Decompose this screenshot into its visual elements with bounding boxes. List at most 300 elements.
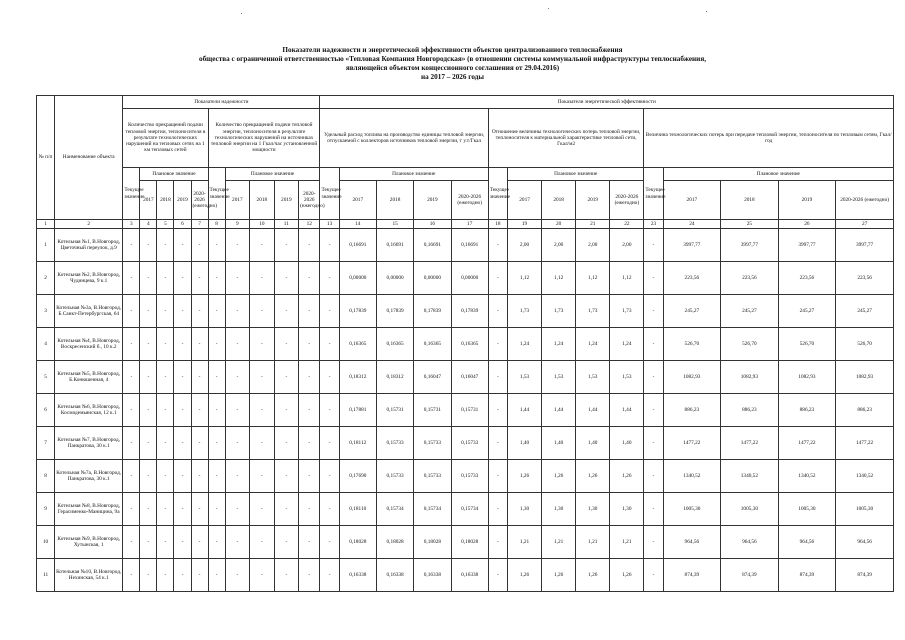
loss-ratio-value: 1,12 <box>542 262 576 295</box>
indicator-header-3: Удельный расход топлива на производство единицы тепловой энергии, отпускаемой с коллекторов источников тепловой энергии, т у.т/Гкал <box>320 109 488 168</box>
fuel-consumption-value: 0,15734 <box>376 493 413 526</box>
column-number: 26 <box>778 220 836 229</box>
table-row <box>37 460 894 493</box>
fuel-consumption-value: 0,18028 <box>376 526 413 559</box>
heat-loss-value: 1005,30 <box>836 493 894 526</box>
column-number: 18 <box>488 220 507 229</box>
reliability-value: - <box>225 328 250 361</box>
heat-loss-value: 964,56 <box>836 526 894 559</box>
reliability-value: - <box>191 229 208 262</box>
column-number: 15 <box>376 220 413 229</box>
fuel-consumption-value: 0,16691 <box>376 229 413 262</box>
loss-ratio-value: 1,12 <box>508 262 542 295</box>
heat-loss-value: 245,27 <box>721 295 779 328</box>
scan-speck <box>241 13 242 14</box>
reliability-value: - <box>191 526 208 559</box>
heat-loss-value: 526,70 <box>836 328 894 361</box>
reliability-value: - <box>157 361 174 394</box>
reliability-value: - <box>208 328 225 361</box>
reliability-value: - <box>174 559 191 592</box>
row-number: 11 <box>37 559 55 592</box>
fuel-consumption-value: 0,16338 <box>451 559 488 592</box>
column-number: 9 <box>225 220 250 229</box>
boiler-name: Котельная №2, В.Новгород, Чудинцева, 9 к.1 <box>55 262 123 295</box>
boiler-name: Котельная №6, В.Новгород, Космодемьянская, 12 к.1 <box>55 394 123 427</box>
reliability-value: - <box>191 361 208 394</box>
reliability-value: - <box>157 229 174 262</box>
heat-loss-value: 3997,77 <box>663 229 721 262</box>
reliability-value: - <box>299 460 320 493</box>
heat-loss-value: 245,27 <box>778 295 836 328</box>
fuel-consumption-value: 0,18312 <box>376 361 413 394</box>
table-row <box>37 262 894 295</box>
fuel-consumption-value: 0,15734 <box>451 493 488 526</box>
reliability-value: - <box>299 361 320 394</box>
boiler-name: Котельная №7, В.Новгород, Панкратова, 30 к.1 <box>55 427 123 460</box>
table-row <box>37 493 894 526</box>
row-number: 2 <box>37 262 55 295</box>
loss-ratio-value: 1,53 <box>508 361 542 394</box>
document-title-line-1: Показатели надежности и энергетической эффективности объектов централизованного теплоснабжения <box>282 46 623 54</box>
column-number: 27 <box>836 220 894 229</box>
reliability-value: - <box>250 328 275 361</box>
heat-loss-value: 245,27 <box>836 295 894 328</box>
heat-loss-value: 1340,52 <box>721 460 779 493</box>
heat-loss-value: 1082,93 <box>663 361 721 394</box>
scan-speck <box>706 11 707 12</box>
loss-ratio-value: 1,12 <box>610 262 644 295</box>
reliability-value: - <box>123 394 140 427</box>
year-header-2019: 2019 <box>778 181 836 220</box>
reliability-value: - <box>208 262 225 295</box>
heat-loss-value: 964,56 <box>663 526 721 559</box>
reliability-value: - <box>225 427 250 460</box>
plan-value-header: Плановое значение <box>140 168 208 181</box>
reliability-value: - <box>123 295 140 328</box>
column-number: 19 <box>508 220 542 229</box>
row-number: 10 <box>37 526 55 559</box>
fuel-consumption-value: 0,16047 <box>414 361 451 394</box>
boiler-name: Котельная №3а, В.Новгород, Б.Санкт-Петербургская, 64 <box>55 295 123 328</box>
reliability-value: - <box>140 460 157 493</box>
reliability-value: - <box>174 460 191 493</box>
column-number: 5 <box>157 220 174 229</box>
document-title-line-3: являющейся объектом концессионного соглашения от 29.04.2016) <box>345 64 560 72</box>
loss-ratio-value: 1,26 <box>508 460 542 493</box>
column-number: 2 <box>55 220 123 229</box>
current-value-header: Текущее значение <box>320 168 339 220</box>
fuel-consumption-value: 0,16338 <box>376 559 413 592</box>
reliability-value: - <box>140 427 157 460</box>
loss-ratio-current-value: - <box>488 328 507 361</box>
heat-loss-value: 3997,77 <box>836 229 894 262</box>
heat-loss-current-value: - <box>644 394 663 427</box>
reliability-value: - <box>299 262 320 295</box>
loss-ratio-value: 1,21 <box>542 526 576 559</box>
reliability-value: - <box>274 427 299 460</box>
loss-ratio-value: 1,40 <box>508 427 542 460</box>
indicator-header-5: Величина технологических потерь при передаче тепловой энергии, теплоносителя по тепловым сетям, Гкал/год <box>644 109 894 168</box>
heat-loss-value: 526,70 <box>721 328 779 361</box>
current-value-header: Текущее значение <box>123 168 140 220</box>
heat-loss-value: 245,27 <box>663 295 721 328</box>
fuel-current-value: - <box>320 295 339 328</box>
fuel-current-value: - <box>320 328 339 361</box>
reliability-value: - <box>250 460 275 493</box>
plan-value-header: Плановое значение <box>663 168 893 181</box>
fuel-consumption-value: 0,00000 <box>414 262 451 295</box>
boiler-name: Котельная №10, В.Новгород, Нехинская, 54 к.1 <box>55 559 123 592</box>
fuel-consumption-value: 0,15731 <box>414 394 451 427</box>
loss-ratio-value: 1,12 <box>576 262 610 295</box>
reliability-value: - <box>250 295 275 328</box>
heat-loss-value: 886,23 <box>663 394 721 427</box>
reliability-value: - <box>250 559 275 592</box>
document-title-line-2: общества с ограниченной ответственностью «Тепловая Компания Новгородская» (в отношении системы коммунальной инфраструктуры теплоснабжения, <box>198 55 707 63</box>
reliability-value: - <box>157 394 174 427</box>
fuel-consumption-value: 0,15733 <box>414 460 451 493</box>
boiler-name: Котельная №9, В.Новгород, Хутынская, 1 <box>55 526 123 559</box>
reliability-value: - <box>123 229 140 262</box>
reliability-value: - <box>250 361 275 394</box>
reliability-value: - <box>157 427 174 460</box>
reliability-value: - <box>225 460 250 493</box>
reliability-value: - <box>225 559 250 592</box>
current-value-header: Текущее значение <box>644 168 663 220</box>
fuel-consumption-value: 0,00000 <box>339 262 376 295</box>
heat-loss-current-value: - <box>644 361 663 394</box>
boiler-name: Котельная №7а, В.Новгород, Панкратова, 30 к.1 <box>55 460 123 493</box>
reliability-value: - <box>274 460 299 493</box>
fuel-current-value: - <box>320 262 339 295</box>
loss-ratio-current-value: - <box>488 493 507 526</box>
reliability-value: - <box>123 361 140 394</box>
loss-ratio-current-value: - <box>488 427 507 460</box>
reliability-value: - <box>140 493 157 526</box>
document-title-line-4: на 2017 – 2026 годы <box>421 73 484 81</box>
loss-ratio-value: 1,21 <box>508 526 542 559</box>
reliability-value: - <box>225 262 250 295</box>
loss-ratio-current-value: - <box>488 262 507 295</box>
row-number: 3 <box>37 295 55 328</box>
column-number: 3 <box>123 220 140 229</box>
column-number: 23 <box>644 220 663 229</box>
reliability-value: - <box>140 328 157 361</box>
heat-loss-value: 1477,22 <box>778 427 836 460</box>
fuel-current-value: - <box>320 427 339 460</box>
fuel-consumption-value: 0,16338 <box>414 559 451 592</box>
fuel-consumption-value: 0,00000 <box>376 262 413 295</box>
loss-ratio-value: 1,26 <box>508 559 542 592</box>
reliability-value: - <box>274 394 299 427</box>
reliability-value: - <box>140 262 157 295</box>
reliability-value: - <box>123 493 140 526</box>
reliability-value: - <box>250 229 275 262</box>
row-number: 9 <box>37 493 55 526</box>
fuel-consumption-value: 0,18312 <box>339 361 376 394</box>
reliability-value: - <box>191 460 208 493</box>
year-header-2019: 2019 <box>576 181 610 220</box>
heat-loss-current-value: - <box>644 460 663 493</box>
fuel-current-value: - <box>320 559 339 592</box>
year-header-2020-2026: 2020-2026 (ежегодно) <box>299 181 320 220</box>
year-header-2017: 2017 <box>339 181 376 220</box>
fuel-consumption-value: 0,17881 <box>339 394 376 427</box>
column-number: 1 <box>37 220 55 229</box>
reliability-value: - <box>250 262 275 295</box>
fuel-consumption-value: 0,15733 <box>414 427 451 460</box>
reliability-value: - <box>123 526 140 559</box>
loss-ratio-value: 1,26 <box>542 460 576 493</box>
reliability-value: - <box>299 427 320 460</box>
loss-ratio-value: 1,24 <box>542 328 576 361</box>
row-number: 1 <box>37 229 55 262</box>
plan-value-header: Плановое значение <box>508 168 644 181</box>
boiler-name: Котельная №8, В.Новгород, Герасименко-Маницина, 9а <box>55 493 123 526</box>
indicator-header-1: Количество прекращений подачи тепловой энергии, теплоносителя в результате технологических нарушений на тепловых сетях на 1 км тепловых сетей <box>123 109 208 168</box>
plan-value-header: Плановое значение <box>339 168 488 181</box>
fuel-consumption-value: 0,15731 <box>451 394 488 427</box>
loss-ratio-value: 1,53 <box>542 361 576 394</box>
reliability-value: - <box>140 559 157 592</box>
fuel-consumption-value: 0,17839 <box>376 295 413 328</box>
reliability-value: - <box>274 229 299 262</box>
table-row <box>37 559 894 592</box>
reliability-value: - <box>191 328 208 361</box>
scan-speck <box>548 8 549 9</box>
reliability-value: - <box>123 559 140 592</box>
loss-ratio-value: 1,24 <box>508 328 542 361</box>
fuel-consumption-value: 0,18112 <box>339 427 376 460</box>
reliability-value: - <box>208 295 225 328</box>
reliability-value: - <box>208 493 225 526</box>
fuel-consumption-value: 0,15733 <box>376 427 413 460</box>
heat-loss-value: 1005,30 <box>778 493 836 526</box>
reliability-value: - <box>299 559 320 592</box>
heat-loss-value: 964,56 <box>778 526 836 559</box>
heat-loss-value: 1477,22 <box>836 427 894 460</box>
heat-loss-value: 1340,52 <box>778 460 836 493</box>
reliability-value: - <box>299 328 320 361</box>
loss-ratio-value: 1,21 <box>576 526 610 559</box>
heat-loss-current-value: - <box>644 526 663 559</box>
reliability-value: - <box>274 328 299 361</box>
col-header-name: Наименование объекта <box>55 96 123 220</box>
loss-ratio-value: 1,26 <box>610 460 644 493</box>
fuel-consumption-value: 0,18028 <box>414 526 451 559</box>
heat-loss-value: 223,56 <box>778 262 836 295</box>
reliability-value: - <box>225 229 250 262</box>
loss-ratio-value: 1,40 <box>610 427 644 460</box>
year-header-2018: 2018 <box>542 181 576 220</box>
heat-loss-value: 3997,77 <box>778 229 836 262</box>
reliability-value: - <box>208 394 225 427</box>
year-header-2017: 2017 <box>140 181 157 220</box>
fuel-consumption-value: 0,17839 <box>451 295 488 328</box>
reliability-value: - <box>123 262 140 295</box>
reliability-value: - <box>174 394 191 427</box>
reliability-value: - <box>140 229 157 262</box>
year-header-2020-2026: 2020-2026 (ежегодно) <box>836 181 894 220</box>
reliability-value: - <box>140 526 157 559</box>
table-row <box>37 427 894 460</box>
row-number: 8 <box>37 460 55 493</box>
reliability-value: - <box>140 394 157 427</box>
loss-ratio-value: 1,30 <box>508 493 542 526</box>
loss-ratio-value: 1,73 <box>610 295 644 328</box>
reliability-value: - <box>191 262 208 295</box>
heat-loss-value: 874,39 <box>778 559 836 592</box>
reliability-value: - <box>191 493 208 526</box>
heat-loss-value: 223,56 <box>836 262 894 295</box>
heat-loss-value: 526,70 <box>778 328 836 361</box>
reliability-value: - <box>274 361 299 394</box>
reliability-value: - <box>225 394 250 427</box>
heat-loss-value: 886,23 <box>721 394 779 427</box>
heat-loss-current-value: - <box>644 262 663 295</box>
fuel-consumption-value: 0,17839 <box>339 295 376 328</box>
column-number: 22 <box>610 220 644 229</box>
heat-loss-value: 1082,93 <box>836 361 894 394</box>
loss-ratio-current-value: - <box>488 526 507 559</box>
reliability-value: - <box>208 427 225 460</box>
indicators-table <box>36 95 894 592</box>
reliability-value: - <box>174 361 191 394</box>
reliability-value: - <box>274 559 299 592</box>
loss-ratio-value: 1,30 <box>542 493 576 526</box>
loss-ratio-value: 1,26 <box>576 460 610 493</box>
year-header-2019: 2019 <box>174 181 191 220</box>
fuel-consumption-value: 0,17839 <box>414 295 451 328</box>
fuel-current-value: - <box>320 229 339 262</box>
column-number: 11 <box>274 220 299 229</box>
heat-loss-value: 1005,30 <box>721 493 779 526</box>
row-number: 5 <box>37 361 55 394</box>
table-row <box>37 394 894 427</box>
indicator-header-4: Отношение величины технологических потерь тепловой энергии, теплоносителя к материальной характеристике тепловой сети, Гкал/м2 <box>488 109 644 168</box>
fuel-consumption-value: 0,17690 <box>339 460 376 493</box>
reliability-value: - <box>191 394 208 427</box>
loss-ratio-value: 1,30 <box>610 493 644 526</box>
heat-loss-value: 1477,22 <box>721 427 779 460</box>
column-number: 4 <box>140 220 157 229</box>
reliability-value: - <box>274 262 299 295</box>
column-number: 14 <box>339 220 376 229</box>
fuel-consumption-value: 0,16365 <box>414 328 451 361</box>
heat-loss-value: 223,56 <box>721 262 779 295</box>
year-header-2017: 2017 <box>663 181 721 220</box>
heat-loss-value: 874,39 <box>663 559 721 592</box>
column-number: 24 <box>663 220 721 229</box>
column-number: 8 <box>208 220 225 229</box>
reliability-value: - <box>174 295 191 328</box>
reliability-value: - <box>274 295 299 328</box>
loss-ratio-value: 1,44 <box>610 394 644 427</box>
fuel-consumption-value: 0,15733 <box>376 460 413 493</box>
table-row <box>37 295 894 328</box>
reliability-value: - <box>299 295 320 328</box>
row-number: 7 <box>37 427 55 460</box>
fuel-current-value: - <box>320 460 339 493</box>
table-row <box>37 526 894 559</box>
year-header-2018: 2018 <box>157 181 174 220</box>
heat-loss-current-value: - <box>644 493 663 526</box>
reliability-value: - <box>157 460 174 493</box>
loss-ratio-value: 1,73 <box>508 295 542 328</box>
loss-ratio-value: 1,53 <box>610 361 644 394</box>
heat-loss-value: 3997,77 <box>721 229 779 262</box>
heat-loss-current-value: - <box>644 559 663 592</box>
heat-loss-value: 1082,93 <box>721 361 779 394</box>
reliability-value: - <box>225 493 250 526</box>
fuel-consumption-value: 0,16691 <box>414 229 451 262</box>
loss-ratio-value: 1,40 <box>542 427 576 460</box>
fuel-consumption-value: 0,15733 <box>451 427 488 460</box>
heat-loss-value: 1340,52 <box>663 460 721 493</box>
boiler-name: Котельная №5, В.Новгород, Б.Конюшенная, 4 <box>55 361 123 394</box>
loss-ratio-current-value: - <box>488 559 507 592</box>
reliability-value: - <box>174 526 191 559</box>
loss-ratio-value: 2,00 <box>508 229 542 262</box>
reliability-value: - <box>299 493 320 526</box>
loss-ratio-value: 1,26 <box>610 559 644 592</box>
reliability-value: - <box>174 328 191 361</box>
fuel-consumption-value: 0,16047 <box>451 361 488 394</box>
fuel-consumption-value: 0,16338 <box>339 559 376 592</box>
table-row <box>37 361 894 394</box>
reliability-value: - <box>250 394 275 427</box>
fuel-consumption-value: 0,16365 <box>339 328 376 361</box>
loss-ratio-value: 2,00 <box>576 229 610 262</box>
year-header-2020-2026: 2020-2026 (ежегодно) <box>451 181 488 220</box>
heat-loss-current-value: - <box>644 427 663 460</box>
column-number: 10 <box>250 220 275 229</box>
loss-ratio-value: 1,44 <box>508 394 542 427</box>
row-number: 6 <box>37 394 55 427</box>
reliability-value: - <box>191 295 208 328</box>
reliability-value: - <box>123 460 140 493</box>
year-header-2019: 2019 <box>274 181 299 220</box>
reliability-value: - <box>157 295 174 328</box>
indicator-header-2: Количество прекращений подачи тепловой энергии, теплоносителя в результате технологических нарушений на источниках тепловой энергии на 1 Гкал/час установленной мощности <box>208 109 320 168</box>
fuel-current-value: - <box>320 526 339 559</box>
reliability-value: - <box>250 526 275 559</box>
heat-loss-current-value: - <box>644 229 663 262</box>
fuel-consumption-value: 0,16691 <box>339 229 376 262</box>
reliability-value: - <box>274 493 299 526</box>
fuel-current-value: - <box>320 493 339 526</box>
heat-loss-value: 886,23 <box>836 394 894 427</box>
heat-loss-current-value: - <box>644 295 663 328</box>
reliability-value: - <box>123 328 140 361</box>
loss-ratio-value: 1,44 <box>576 394 610 427</box>
loss-ratio-current-value: - <box>488 460 507 493</box>
year-header-2018: 2018 <box>250 181 275 220</box>
loss-ratio-value: 1,24 <box>576 328 610 361</box>
group-header-efficiency: Показатели энергетической эффективности <box>320 96 894 109</box>
heat-loss-value: 1005,30 <box>663 493 721 526</box>
heat-loss-current-value: - <box>644 328 663 361</box>
reliability-value: - <box>157 262 174 295</box>
reliability-value: - <box>157 559 174 592</box>
heat-loss-value: 964,56 <box>721 526 779 559</box>
loss-ratio-value: 1,73 <box>576 295 610 328</box>
heat-loss-value: 1082,93 <box>778 361 836 394</box>
reliability-value: - <box>157 328 174 361</box>
reliability-value: - <box>299 229 320 262</box>
loss-ratio-value: 1,30 <box>576 493 610 526</box>
reliability-value: - <box>174 427 191 460</box>
